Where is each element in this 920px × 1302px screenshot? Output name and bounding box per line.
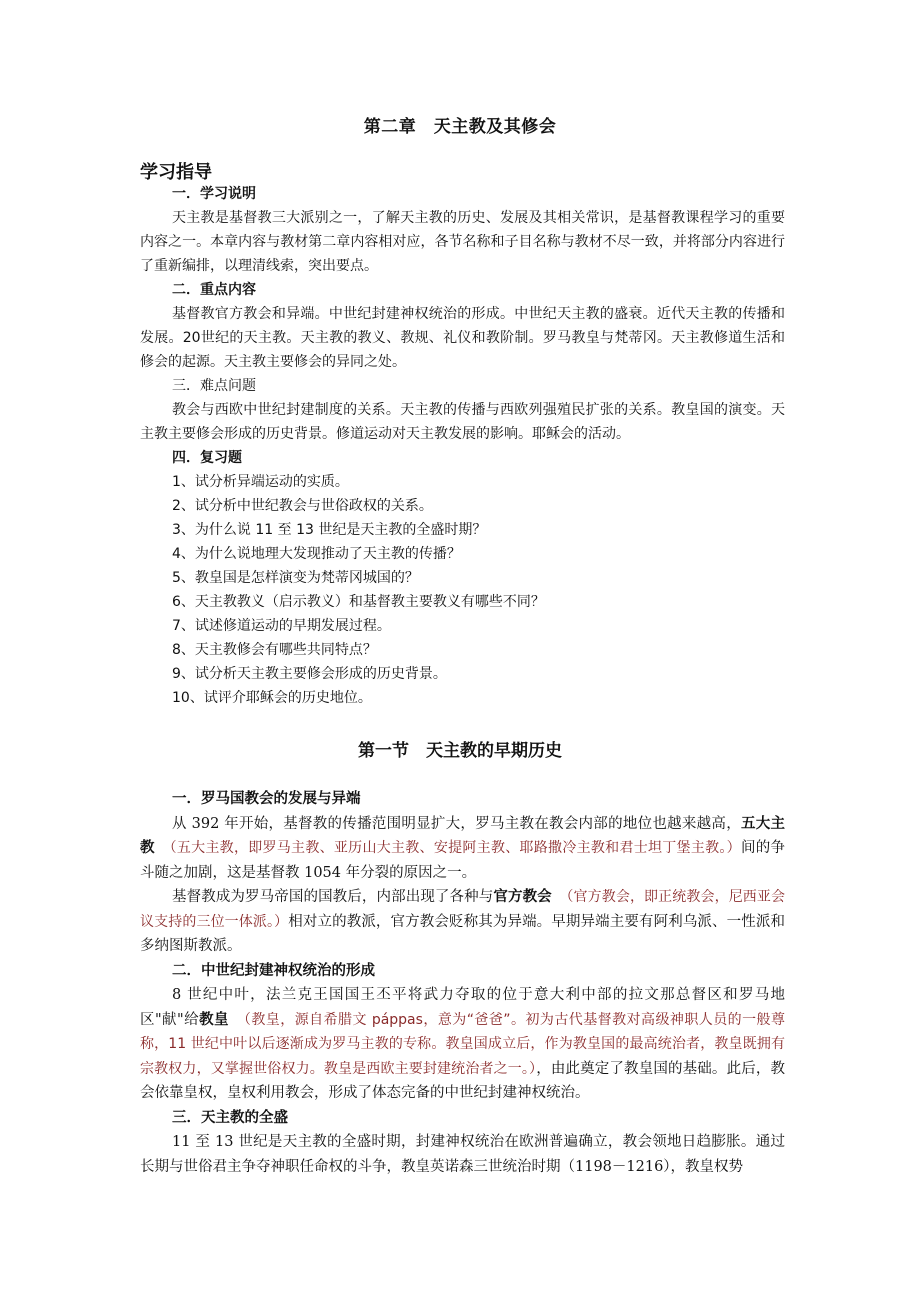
difficult-points-title: 三．难点问题 [172,378,256,394]
key-content-text: 基督教官方教会和异端。中世纪封建神权统治的形成。中世纪天主教的盛衰。近代天主教的传播和发展。20世纪的天主教。天主教的教义、教规、礼仪和教阶制。罗马教皇与梵蒂冈。天主教修道生活和修会的起源。天主教主要修会的异同之处。 [140,306,785,370]
paragraph-text: 相对立的教派，官方教会贬称其为异端。早期异端主要有阿利乌派、一性派和多纳图斯教派。 [140,913,785,954]
paragraph-text: 间的争斗随之加剧，这是基督教 1054 年分裂的原因之一。 [140,840,786,881]
review-question: 10、试评介耶稣会的历史地位。 [172,690,372,706]
review-question: 4、为什么说地理大发现推动了天主教的传播？ [172,546,461,562]
keyword: 官方教会 [493,889,552,905]
review-question: 1、试分析异端运动的实质。 [172,474,349,490]
study-guide-heading: 学习指导 [140,162,212,183]
review-question: 3、为什么说 11 至 13 世纪是天主教的全盛时期？ [172,522,487,538]
section-body [140,787,785,1179]
section-title: 第一节 天主教的早期历史 [358,741,562,761]
study-guide [140,182,785,710]
key-content-title: 二．重点内容 [172,282,256,298]
review-question: 8、天主教修会有哪些共同特点？ [172,642,377,658]
subsection-heading: 一．罗马国教会的发展与异端 [172,791,361,807]
keyword: 五大主教 [140,815,785,856]
paragraph-text: 8 世纪中叶，法兰克王国国王丕平将武力夺取的位于意大利中部的拉文那总督区和罗马地区"献"给 [140,987,785,1028]
paragraph [140,885,785,959]
paragraph [140,983,785,1106]
keyword: 教皇 [199,1011,229,1028]
chapter-title: 第二章 天主教及其修会 [363,117,557,137]
annotation-note: （五大主教，即罗马主教、亚历山大主教、安提阿主教、耶路撒冷主教和君士坦丁堡主教。） [169,840,741,856]
annotation-note: （官方教会，即正统教会，尼西亚会议支持的三位一体派。） [140,889,786,930]
study-notes-text: 天主教是基督教三大派别之一，了解天主教的历史、发展及其相关常识，是基督教课程学习的重要内容之一。本章内容与教材第二章内容相对应，各节名称和子目名称与教材不尽一致，并将部分内容进行了重新编排，以理清线索，突出要点。 [140,210,785,274]
annotation-note: （教皇，源自希腊文 páppas，意为“爸爸”。初为古代基督教对高级神职人员的一般尊称，11 世纪中叶以后逐渐成为罗马主教的专称。教皇国成立后，作为教皇国的最高统治者，教皇既拥有宗教权力，又掌握世俗权力。教皇是西欧主要封建统治者之一。） [140,1011,786,1077]
subsection-heading: 二．中世纪封建神权统治的形成 [172,962,375,979]
study-notes-title: 一．学习说明 [172,186,256,202]
paragraph [140,812,785,886]
review-question: 7、试述修道运动的早期发展过程。 [172,618,391,634]
paragraph-text: ，由此奠定了教皇国的基础。此后，教会依靠皇权，皇权利用教会，形成了体态完备的中世纪封建神权统治。 [140,1060,785,1101]
paragraph-text: 基督教成为罗马帝国的国教后，内部出现了各种与 [172,889,494,905]
paragraph: 11 至 13 世纪是天主教的全盛时期，封建神权统治在欧洲普遍确立，教会领地日趋膨胀。通过长期与世俗君主争夺神职任命权的斗争，教皇英诺森三世统治时期（1198－1216），教皇权势 [140,1134,785,1175]
review-question: 6、天主教教义（启示教义）和基督教主要教义有哪些不同？ [172,594,545,610]
subsection-heading: 三．天主教的全盛 [172,1109,288,1126]
paragraph-text: 从 392 年开始，基督教的传播范围明显扩大，罗马主教在教会内部的地位也越来越高， [172,815,741,832]
review-question: 9、试分析天主教主要修会形成的历史背景。 [172,666,447,682]
review-question: 2、试分析中世纪教会与世俗政权的关系。 [172,498,433,514]
difficult-points-text: 教会与西欧中世纪封建制度的关系。天主教的传播与西欧列强殖民扩张的关系。教皇国的演变。天主教主要修会形成的历史背景。修道运动对天主教发展的影响。耶稣会的活动。 [140,402,785,442]
review-questions-title: 四．复习题 [172,450,242,466]
review-question: 5、教皇国是怎样演变为梵蒂冈城国的？ [172,570,419,586]
